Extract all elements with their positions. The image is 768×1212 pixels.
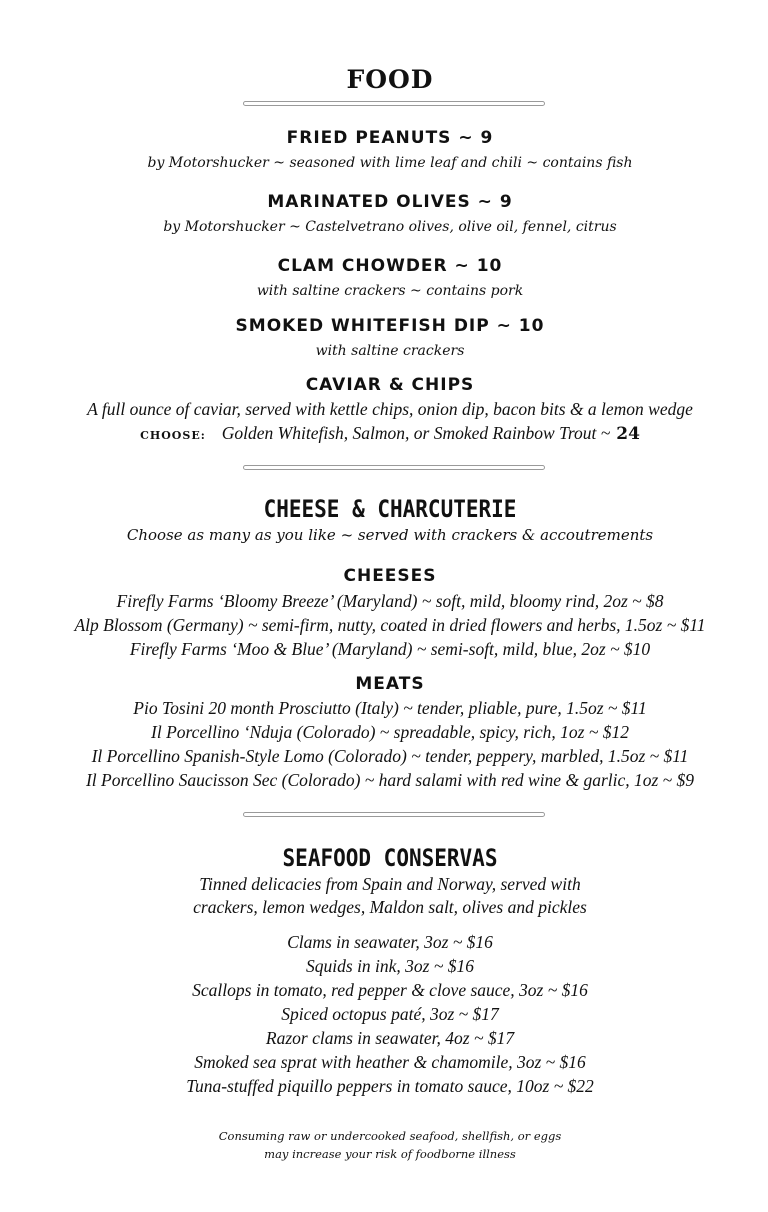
menu-item-name: SMOKED WHITEFISH DIP ~ 10 — [235, 316, 545, 336]
menu-item-name: CLAM CHOWDER ~ 10 — [277, 256, 503, 276]
cheese-item: Firefly Farms ‘Bloomy Breeze’ (Maryland) ~ soft, mild, bloomy rind, 2oz ~ $8 — [116, 591, 664, 611]
choose-label: CHOOSE: — [140, 429, 206, 442]
menu-item-desc: with saltine crackers ~ contains pork — [256, 283, 524, 299]
food-title: FOOD — [346, 65, 434, 94]
conservas-desc: Tinned delicacies from Spain and Norway, served with — [199, 874, 581, 894]
charcuterie-title: CHEESE & CHARCUTERIE — [263, 495, 517, 523]
menu-item-desc: with saltine crackers — [315, 343, 465, 359]
meat-item: Il Porcellino Saucisson Sec (Colorado) ~ hard salami with red wine & garlic, 1oz ~ $9 — [85, 770, 695, 790]
caviar-price: 24 — [616, 424, 640, 444]
conserva-item: Razor clams in seawater, 4oz ~ $17 — [265, 1028, 515, 1048]
menu-item-desc: A full ounce of caviar, served with kettle chips, onion dip, bacon bits & a lemon wedge — [87, 399, 693, 419]
menu-item-name: MARINATED OLIVES ~ 9 — [267, 192, 513, 212]
cheese-item: Firefly Farms ‘Moo & Blue’ (Maryland) ~ semi-soft, mild, blue, 2oz ~ $10 — [129, 639, 651, 659]
menu-item-desc: by Motorshucker ~ seasoned with lime leaf and chili ~ contains fish — [147, 155, 633, 171]
conservas-desc: crackers, lemon wedges, Maldon salt, olives and pickles — [193, 897, 587, 917]
meat-item: Il Porcellino ‘Nduja (Colorado) ~ spreadable, spicy, rich, 1oz ~ $12 — [151, 722, 629, 742]
allergy-notice: may increase your risk of foodborne illness — [264, 1147, 516, 1161]
conserva-item: Scallops in tomato, red pepper & clove sauce, 3oz ~ $16 — [192, 980, 588, 1000]
menu-item-name: CAVIAR & CHIPS — [305, 375, 475, 395]
conservas-title: SEAFOOD CONSERVAS — [282, 844, 498, 872]
meat-item: Pio Tosini 20 month Prosciutto (Italy) ~ tender, pliable, pure, 1.5oz ~ $11 — [133, 698, 647, 718]
divider — [243, 812, 545, 817]
conserva-item: Clams in seawater, 3oz ~ $16 — [287, 932, 493, 952]
meats-title: MEATS — [355, 674, 425, 694]
divider — [243, 101, 545, 106]
charcuterie-desc: Choose as many as you like ~ served with crackers & accoutrements — [126, 526, 654, 544]
caviar-options: Golden Whitefish, Salmon, or Smoked Rainbow Trout ~ — [221, 423, 611, 443]
menu-item-desc: by Motorshucker ~ Castelvetrano olives, olive oil, fennel, citrus — [163, 219, 617, 235]
cheeses-title: CHEESES — [343, 566, 437, 586]
meat-item: Il Porcellino Spanish-Style Lomo (Colorado) ~ tender, peppery, marbled, 1.5oz ~ $11 — [91, 746, 689, 766]
divider — [243, 465, 545, 470]
caviar-choose-line — [0, 421, 768, 445]
conserva-item: Tuna-stuffed piquillo peppers in tomato sauce, 10oz ~ $22 — [186, 1076, 594, 1096]
conserva-item: Spiced octopus paté, 3oz ~ $17 — [281, 1004, 499, 1024]
allergy-notice: Consuming raw or undercooked seafood, shellfish, or eggs — [218, 1129, 562, 1143]
conserva-item: Squids in ink, 3oz ~ $16 — [306, 956, 474, 976]
cheese-item: Alp Blossom (Germany) ~ semi-firm, nutty, coated in dried flowers and herbs, 1.5oz ~ $11 — [74, 615, 706, 635]
menu-item-name: FRIED PEANUTS ~ 9 — [286, 128, 494, 148]
conserva-item: Smoked sea sprat with heather & chamomile, 3oz ~ $16 — [194, 1052, 586, 1072]
